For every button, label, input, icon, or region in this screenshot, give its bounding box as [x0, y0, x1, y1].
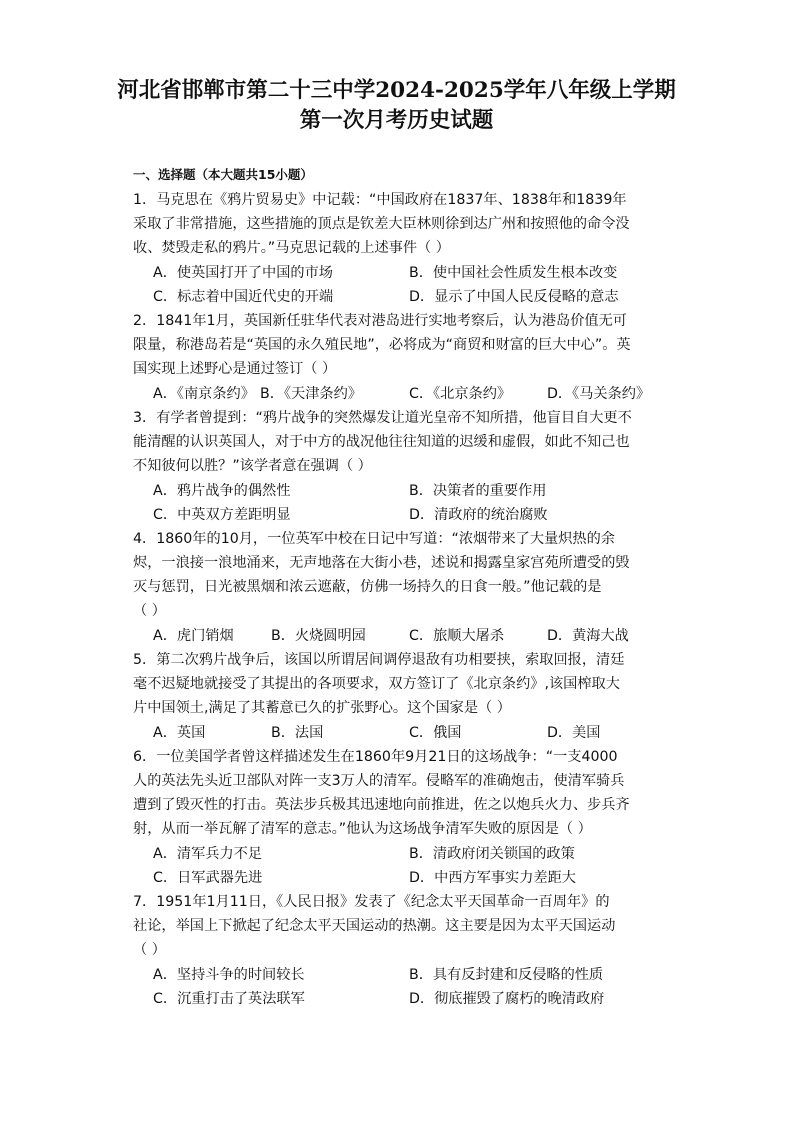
question-5-line-2: 毫不迟疑地就接受了其提出的各项要求，双方签订了《北京条约》,该国榨取大 — [133, 676, 620, 692]
question-4-option-d[interactable]: D．黄海大战 — [547, 628, 629, 644]
question-7-option-b[interactable]: B．具有反封建和反侵略的性质 — [409, 967, 604, 983]
question-7-option-c[interactable]: C．沉重打击了英法联军 — [153, 991, 305, 1007]
question-6-line-2: 人的英法先头近卫部队对阵一支3万人的清军。侵略军的准确炮击，使清军骑兵 — [133, 773, 625, 789]
question-4-line-2: 烬，一浪接一浪地涌来，无声地落在大街小巷，述说和揭露皇家宫苑所遭受的毁 — [133, 555, 630, 571]
question-4-line-4: （ ） — [133, 603, 166, 619]
question-5-line-3: 片中国领土,满足了其蓄意已久的扩张野心。这个国家是（ ） — [133, 700, 511, 716]
question-3-line-3: 不知彼何以胜？”该学者意在强调（ ） — [133, 458, 372, 474]
question-2-line-2: 限量，称港岛若是“英国的永久殖民地”，必将成为“商贸和财富的巨大中心”。英 — [133, 337, 631, 353]
question-4-line-3: 灭与惩罚，日光被黑烟和浓云遮蔽，仿佛一场持久的日食一般。”他记载的是 — [133, 579, 602, 595]
exam-title-line-2: 第一次月考历史试题 — [299, 108, 494, 133]
question-4-option-b[interactable]: B．火烧圆明园 — [271, 628, 366, 644]
question-1-option-d[interactable]: D．显示了中国人民反侵略的意志 — [409, 289, 619, 305]
question-1-line-2: 采取了非常措施，这些措施的顶点是钦差大臣林则徐到达广州和按照他的命令没 — [133, 216, 630, 232]
question-2-option-d[interactable]: D．《马关条约》 — [547, 386, 651, 402]
question-2-line-3: 国实现上述野心是通过签订（ ） — [133, 361, 337, 377]
question-7-line-3: （ ） — [133, 942, 166, 958]
question-6-option-c[interactable]: C．日军武器先进 — [153, 870, 263, 886]
question-1-line-3: 收、焚毁走私的鸦片。”马克思记载的上述事件（ ） — [133, 240, 450, 256]
question-7-line-1: 7．1951年1月11日，《人民日报》发表了《纪念太平天国革命一百周年》的 — [133, 894, 610, 910]
question-3-line-1: 3．有学者曾提到：“鸦片战争的突然爆发让道光皇帝不知所措，他盲目自大更不 — [133, 410, 632, 426]
question-6-line-3: 遭到了毁灭性的打击。英法步兵极其迅速地向前推进，佐之以炮兵火力、步兵齐 — [133, 797, 630, 813]
question-1-option-a[interactable]: A．使英国打开了中国的市场 — [153, 265, 333, 281]
question-3-line-2: 能清醒的认识英国人，对于中方的战况他往往知道的迟缓和虚假，如此不知己也 — [133, 434, 630, 450]
question-5-option-b[interactable]: B．法国 — [271, 725, 324, 741]
question-6-line-4: 射，从而一举瓦解了清军的意志。”他认为这场战争清军失败的原因是（ ） — [133, 821, 592, 837]
question-4-option-a[interactable]: A．虎门销烟 — [153, 628, 234, 644]
question-6-option-d[interactable]: D．中西方军事实力差距大 — [409, 870, 576, 886]
question-2-option-a[interactable]: A．《南京条约》 — [153, 386, 255, 402]
question-6-option-b[interactable]: B．清政府闭关锁国的政策 — [409, 846, 575, 862]
question-5-option-d[interactable]: D．美国 — [547, 725, 601, 741]
question-4-option-c[interactable]: C．旅顺大屠杀 — [409, 628, 505, 644]
section-heading: 一、选择题（本大题共15小题） — [133, 167, 313, 182]
question-5-line-1: 5．第二次鸦片战争后，该国以所谓居间调停退敌有功相要挟，索取回报，清廷 — [133, 652, 625, 668]
question-3-option-d[interactable]: D．清政府的统治腐败 — [409, 507, 548, 523]
question-3-option-b[interactable]: B．决策者的重要作用 — [409, 483, 547, 499]
question-4-line-1: 4．1860年的10月，一位英军中校在日记中写道：“浓烟带来了大量炽热的余 — [133, 531, 615, 547]
question-7-line-2: 社论，举国上下掀起了纪念太平天国运动的热潮。这主要是因为太平天国运动 — [133, 918, 616, 934]
question-2-option-b[interactable]: B．《天津条约》 — [260, 386, 362, 402]
question-2-line-1: 2．1841年1月，英国新任驻华代表对港岛进行实地考察后，认为港岛价值无可 — [133, 313, 627, 329]
exam-title-line-1: 河北省邯郸市第二十三中学2024-2025学年八年级上学期 — [117, 78, 676, 103]
question-7-option-a[interactable]: A．坚持斗争的时间较长 — [153, 967, 305, 983]
question-1-option-b[interactable]: B．使中国社会性质发生根本改变 — [409, 265, 618, 281]
question-1-line-1: 1．马克思在《鸦片贸易史》中记载：“中国政府在1837年、1838年和1839年 — [133, 192, 627, 208]
question-6-line-1: 6．一位美国学者曾这样描述发生在1860年9月21日的这场战争：“一支4000 — [133, 749, 618, 765]
question-3-option-c[interactable]: C．中英双方差距明显 — [153, 507, 291, 523]
question-5-option-c[interactable]: C．俄国 — [409, 725, 462, 741]
question-2-option-c[interactable]: C．《北京条约》 — [409, 386, 512, 402]
question-1-option-c[interactable]: C．标志着中国近代史的开端 — [153, 289, 334, 305]
question-6-option-a[interactable]: A．清军兵力不足 — [153, 846, 263, 862]
question-3-option-a[interactable]: A．鸦片战争的偶然性 — [153, 483, 291, 499]
question-7-option-d[interactable]: D．彻底摧毁了腐朽的晚清政府 — [409, 991, 605, 1007]
question-5-option-a[interactable]: A．英国 — [153, 725, 206, 741]
